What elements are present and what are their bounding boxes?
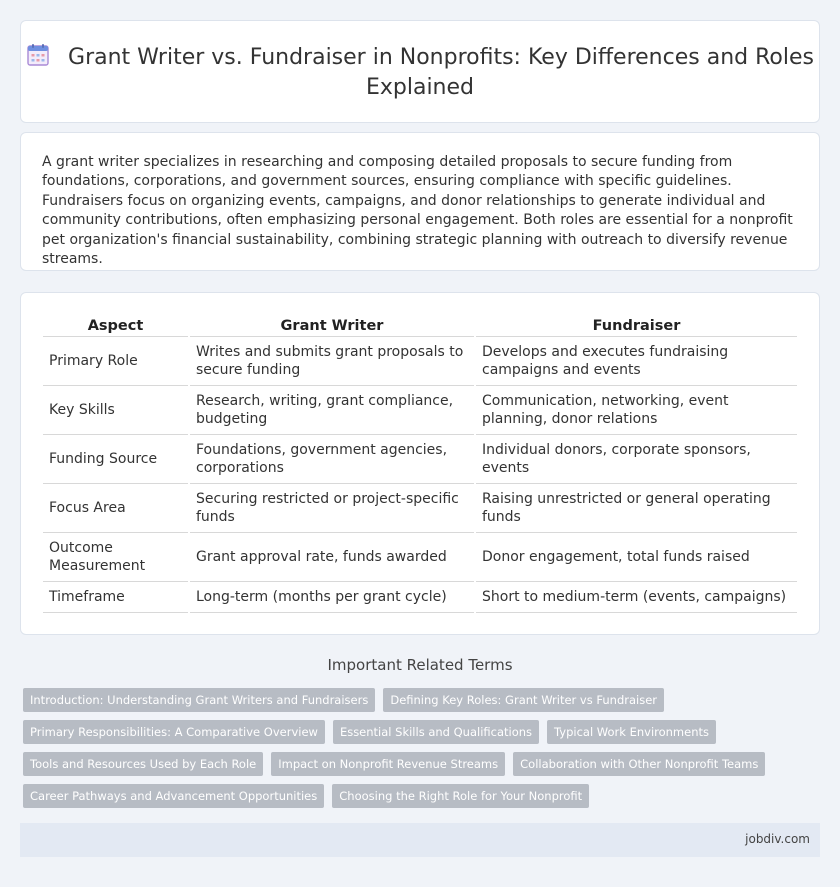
table-cell: Focus Area	[43, 484, 188, 533]
related-terms-list	[23, 688, 783, 816]
table-row	[43, 386, 797, 435]
table-row	[43, 484, 797, 533]
table-cell: Research, writing, grant compliance, budgeting	[190, 386, 474, 435]
calendar-icon	[26, 43, 50, 67]
table-cell: Short to medium-term (events, campaigns)	[476, 582, 797, 613]
table-cell: Communication, networking, event planning, donor relations	[476, 386, 797, 435]
related-term-tag[interactable]: Introduction: Understanding Grant Writers and Fundraisers	[23, 688, 375, 712]
comparison-card	[20, 292, 820, 635]
intro-paragraph: A grant writer specializes in researching and composing detailed proposals to secure funding from foundations, corporations, and government sources, ensuring compliance with specific guidelines. Fundraisers focus on organizing events, campaigns, and donor relationships to generate individual and community contributions, often emphasizing personal engagement. Both roles are essential for a nonprofit pet organization's financial sustainability, combining strategic planning with outreach to diversify revenue streams.	[42, 154, 793, 268]
footer-site-link[interactable]: jobdiv.com	[745, 832, 810, 846]
table-row	[43, 533, 797, 582]
header-grant-writer: Grant Writer	[190, 315, 474, 337]
table-cell: Securing restricted or project-specific funds	[190, 484, 474, 533]
footer	[20, 823, 820, 857]
table-cell: Outcome Measurement	[43, 533, 188, 582]
intro-card	[20, 132, 820, 271]
table-row	[43, 337, 797, 386]
table-row	[43, 435, 797, 484]
header-aspect: Aspect	[43, 315, 188, 337]
table-cell: Funding Source	[43, 435, 188, 484]
related-term-tag[interactable]: Essential Skills and Qualifications	[333, 720, 539, 744]
comparison-table	[41, 315, 799, 613]
related-terms-heading: Important Related Terms	[327, 656, 513, 674]
related-term-tag[interactable]: Career Pathways and Advancement Opportunities	[23, 784, 324, 808]
header-fundraiser: Fundraiser	[476, 315, 797, 337]
related-term-tag[interactable]: Tools and Resources Used by Each Role	[23, 752, 263, 776]
related-term-tag[interactable]: Defining Key Roles: Grant Writer vs Fundraiser	[383, 688, 664, 712]
related-term-tag[interactable]: Choosing the Right Role for Your Nonprofit	[332, 784, 589, 808]
table-cell: Key Skills	[43, 386, 188, 435]
related-term-tag[interactable]: Primary Responsibilities: A Comparative Overview	[23, 720, 325, 744]
related-term-tag[interactable]: Typical Work Environments	[547, 720, 716, 744]
table-header-row	[43, 315, 797, 337]
table-row	[43, 582, 797, 613]
table-cell: Develops and executes fundraising campaigns and events	[476, 337, 797, 386]
table-cell: Donor engagement, total funds raised	[476, 533, 797, 582]
tag-row	[23, 720, 783, 744]
related-term-tag[interactable]: Impact on Nonprofit Revenue Streams	[271, 752, 505, 776]
tag-row	[23, 784, 783, 808]
tag-row	[23, 752, 783, 776]
table-cell: Writes and submits grant proposals to secure funding	[190, 337, 474, 386]
table-cell: Timeframe	[43, 582, 188, 613]
table-cell: Individual donors, corporate sponsors, events	[476, 435, 797, 484]
table-cell: Long-term (months per grant cycle)	[190, 582, 474, 613]
table-cell: Primary Role	[43, 337, 188, 386]
title-card	[20, 20, 820, 123]
page-title-wrap	[21, 43, 819, 103]
tag-row	[23, 688, 783, 712]
table-cell: Raising unrestricted or general operating funds	[476, 484, 797, 533]
table-cell: Foundations, government agencies, corporations	[190, 435, 474, 484]
table-cell: Grant approval rate, funds awarded	[190, 533, 474, 582]
related-term-tag[interactable]: Collaboration with Other Nonprofit Teams	[513, 752, 765, 776]
page-title: Grant Writer vs. Fundraiser in Nonprofits: Key Differences and Roles Explained	[68, 45, 814, 100]
